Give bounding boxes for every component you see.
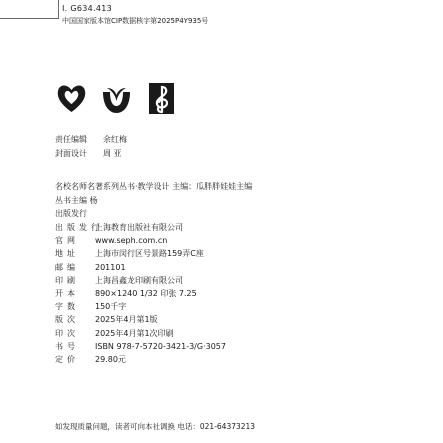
quality-notice: 如发现质量问题，读者可向本社调换 电话：021-64373213: [55, 422, 256, 431]
info-label: 地址: [55, 249, 79, 259]
publication-info: [55, 221, 226, 366]
credit-row: [55, 133, 127, 147]
series-editor: 丛书主编 杨: [55, 196, 98, 205]
credit-row: [55, 147, 127, 161]
info-value: 2025年4月第1版: [95, 315, 158, 325]
publisher-heading: 出版发行: [55, 209, 87, 218]
info-value: 2025年4月第1次印刷: [95, 328, 174, 338]
info-label: 开本: [55, 288, 79, 298]
credit-label: 责任编辑: [55, 135, 87, 144]
heart-emblem-icon: [55, 82, 88, 115]
treble-clef-block-icon: [145, 82, 178, 115]
info-value: 上海教育出版社有限公司: [95, 223, 183, 232]
info-row: [55, 234, 226, 247]
info-value: 上海昌鑫龙印刷有限公司: [95, 275, 183, 285]
series-line: 名校名师名著系列丛书·教学设计 主编：瓜胖胖娃娃主编: [55, 182, 253, 191]
info-row: [55, 327, 226, 340]
page-corner-frame: [0, 0, 59, 19]
info-label: 字数: [55, 302, 79, 312]
info-row: [55, 221, 226, 234]
classification-number: I. G634.413: [62, 4, 113, 13]
info-value: ISBN 978-7-5720-3421-3/G·3057: [95, 341, 226, 351]
info-row: [55, 340, 226, 353]
credit-value: 余红梅: [103, 135, 127, 144]
series-info: [55, 180, 252, 208]
editorial-credits: [55, 133, 127, 161]
info-label: 印次: [55, 328, 79, 338]
info-label: 书号: [55, 341, 79, 351]
cip-number: 中国国家版本馆CIP数据核字第2025P4Y935号: [62, 17, 209, 25]
info-row: [55, 353, 226, 366]
info-row: [55, 247, 226, 260]
info-value: 上海市闵行区号景路159弄C座: [95, 249, 204, 259]
info-value: 201101: [95, 262, 126, 272]
publisher-logos: [55, 82, 178, 115]
info-label: 印刷: [55, 275, 79, 285]
info-label: 出版发行: [55, 223, 103, 232]
info-row: [55, 261, 226, 274]
info-value: 150千字: [95, 302, 127, 312]
info-label: 邮编: [55, 262, 79, 272]
seedling-emblem-icon: [100, 82, 133, 115]
credit-label: 封面设计: [55, 149, 87, 158]
info-label: 定价: [55, 354, 79, 364]
info-row: [55, 313, 226, 326]
info-value: 890×1240 1/32 印张 7.25: [95, 288, 197, 298]
info-label: 版次: [55, 315, 79, 325]
info-row: [55, 287, 226, 300]
info-label: 官网: [55, 236, 79, 246]
info-value: www.seph.com.cn: [95, 236, 168, 246]
credit-value: 周 亚: [103, 149, 122, 158]
info-row: [55, 274, 226, 287]
info-value: 29.80元: [95, 354, 126, 364]
info-row: [55, 300, 226, 313]
